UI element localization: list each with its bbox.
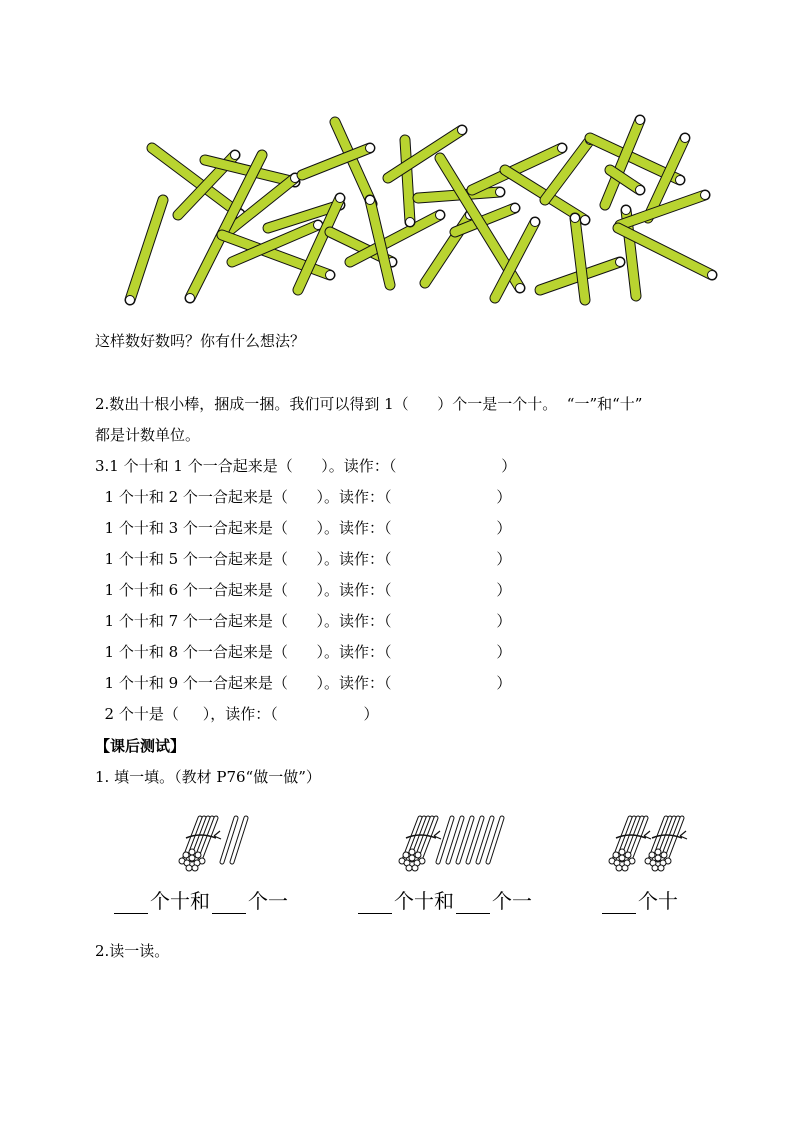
caption-bundle-b: 个十和 个一 <box>356 888 532 914</box>
question-2-line-2: 都是计数单位。 <box>95 426 201 444</box>
bundle-of-ten <box>179 818 221 871</box>
question-3-row: 1 个十和 9 个一合起来是（ ）。读作：（ ） <box>95 674 512 692</box>
caption-bundle-a: 个十和 个一 <box>112 888 288 914</box>
question-3-row-tens: 2 个十是（ ），读作：（ ） <box>95 705 379 723</box>
question-3-row: 1 个十和 2 个一合起来是（ ）。读作：（ ） <box>95 488 512 506</box>
question-2-line-1: 2.数出十根小棒，捆成一捆。我们可以得到 1（ ）个一是一个十。 “一”和“十” <box>95 395 643 413</box>
section-title-after-class-test: 【课后测试】 <box>95 737 186 755</box>
bundle-of-ten <box>609 818 651 871</box>
question-3-row: 1 个十和 5 个一合起来是（ ）。读作：（ ） <box>95 550 512 568</box>
question-how-to-count: 这样数好数吗？你有什么想法？ <box>95 332 306 350</box>
answer-blank[interactable] <box>456 893 490 914</box>
question-3-row: 1 个十和 3 个一合起来是（ ）。读作：（ ） <box>95 519 512 537</box>
question-3-row: 1 个十和 6 个一合起来是（ ）。读作：（ ） <box>95 581 512 599</box>
question-3-row: 1 个十和 8 个一合起来是（ ）。读作：（ ） <box>95 643 512 661</box>
bundle-of-ten <box>399 818 441 871</box>
caption-bundle-c: 个十 <box>600 888 678 914</box>
answer-blank[interactable] <box>358 893 392 914</box>
bundle-of-ten <box>645 818 687 871</box>
test-1-title: 1. 填一填。（教材 P76“做一做”） <box>95 768 321 786</box>
question-3-row: 1 个十和 7 个一合起来是（ ）。读作：（ ） <box>95 612 512 630</box>
question-3-row: 3.1 个十和 1 个一合起来是（ ）。读作：（ ） <box>95 457 517 475</box>
answer-blank[interactable] <box>212 893 246 914</box>
test-2-title: 2.读一读。 <box>95 942 170 960</box>
answer-blank[interactable] <box>114 893 148 914</box>
answer-blank[interactable] <box>602 893 636 914</box>
